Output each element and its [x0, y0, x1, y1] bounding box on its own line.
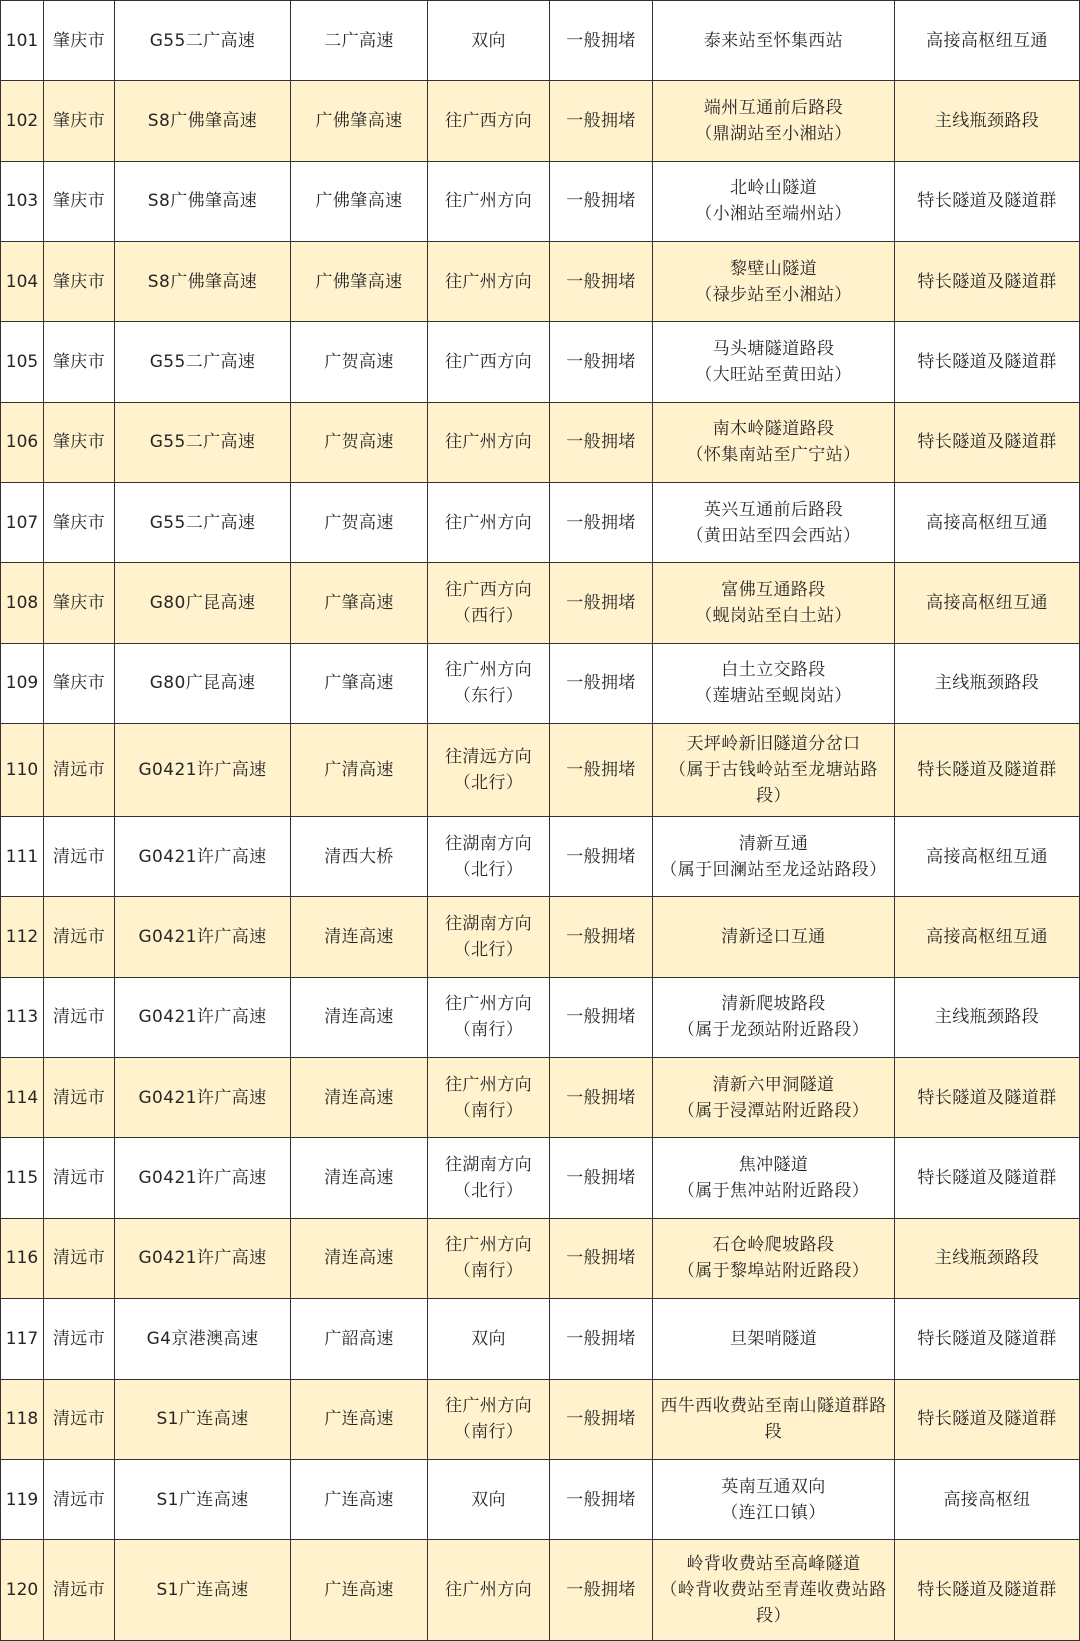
cell-location-line: （鼎湖站至小湘站）: [695, 124, 852, 145]
cell-category: 特长隧道及隧道群: [895, 1299, 1080, 1378]
cell-location-line: 西牛西收费站至南山隧道群路: [660, 1396, 887, 1417]
cell-road-section: 广清高速: [291, 724, 428, 816]
cell-route: G0421许广高速: [115, 1058, 291, 1137]
cell-location-line: 天坪岭新旧隧道分岔口: [686, 734, 861, 755]
cell-direction: [428, 403, 550, 482]
cell-location: [653, 897, 895, 976]
cell-congestion-level: 一般拥堵: [550, 563, 653, 642]
cell-location-line: （属于黎埠站附近路段）: [677, 1261, 870, 1282]
cell-category: 主线瓶颈路段: [895, 81, 1080, 160]
cell-direction-line: 双向: [471, 1489, 506, 1510]
cell-route: S1广连高速: [115, 1540, 291, 1640]
cell-location-line: 黎壁山隧道: [730, 258, 817, 279]
cell-location-line: 英兴互通前后路段: [703, 499, 844, 520]
cell-city: 清远市: [44, 1219, 115, 1298]
cell-road-section: 广肇高速: [291, 644, 428, 723]
cell-location: [653, 724, 895, 816]
cell-row-number: 111: [1, 817, 44, 896]
cell-location-line: 马头塘隧道路段: [712, 339, 835, 360]
cell-road-section: 清连高速: [291, 1058, 428, 1137]
cell-congestion-level: 一般拥堵: [550, 1299, 653, 1378]
cell-location-line: （连江口镇）: [721, 1502, 826, 1523]
cell-location-line: 端州互通前后路段: [703, 98, 844, 119]
table-row: [1, 644, 1080, 724]
cell-direction-line: （西行）: [453, 606, 524, 627]
cell-route: G55二广高速: [115, 1, 291, 80]
cell-direction-line: 往广西方向: [445, 111, 532, 132]
cell-city: 肇庆市: [44, 162, 115, 241]
cell-row-number: 101: [1, 1, 44, 80]
cell-direction-line: （南行）: [453, 1422, 524, 1443]
cell-city: 清远市: [44, 1299, 115, 1378]
cell-direction: [428, 563, 550, 642]
cell-category: 特长隧道及隧道群: [895, 724, 1080, 816]
cell-location: [653, 817, 895, 896]
cell-direction-line: 往广州方向: [445, 1074, 532, 1095]
cell-route: G55二广高速: [115, 322, 291, 401]
table-row: [1, 81, 1080, 161]
cell-location: [653, 1540, 895, 1640]
cell-location: [653, 644, 895, 723]
cell-direction-line: （北行）: [453, 940, 524, 961]
cell-city: 清远市: [44, 817, 115, 896]
cell-category: 高接高枢纽互通: [895, 483, 1080, 562]
cell-location-line: 段）: [756, 786, 791, 807]
cell-category: 高接高枢纽互通: [895, 1, 1080, 80]
table-row: [1, 1219, 1080, 1299]
cell-city: 清远市: [44, 978, 115, 1057]
cell-row-number: 102: [1, 81, 44, 160]
table-row: [1, 242, 1080, 322]
cell-direction-line: 往清远方向: [445, 747, 532, 768]
cell-location: [653, 81, 895, 160]
cell-route: G0421许广高速: [115, 978, 291, 1057]
cell-road-section: 清连高速: [291, 897, 428, 976]
cell-row-number: 106: [1, 403, 44, 482]
cell-direction: [428, 1299, 550, 1378]
cell-direction: [428, 897, 550, 976]
cell-direction: [428, 1138, 550, 1217]
cell-location-line: 石仓岭爬坡路段: [712, 1235, 835, 1256]
cell-category: 特长隧道及隧道群: [895, 403, 1080, 482]
cell-congestion-level: 一般拥堵: [550, 644, 653, 723]
cell-direction: [428, 817, 550, 896]
cell-location-line: （属于浸潭站附近路段）: [677, 1100, 870, 1121]
cell-location-line: （黄田站至四会西站）: [686, 525, 861, 546]
cell-city: 清远市: [44, 1058, 115, 1137]
cell-location-line: 富佛互通路段: [721, 580, 826, 601]
cell-direction-line: 双向: [471, 1328, 506, 1349]
cell-road-section: 清连高速: [291, 1219, 428, 1298]
cell-congestion-level: 一般拥堵: [550, 483, 653, 562]
cell-location: [653, 1299, 895, 1378]
cell-congestion-level: 一般拥堵: [550, 1, 653, 80]
cell-direction: [428, 1460, 550, 1539]
cell-location: [653, 242, 895, 321]
cell-congestion-level: 一般拥堵: [550, 1540, 653, 1640]
cell-direction-line: 双向: [471, 30, 506, 51]
cell-category: 特长隧道及隧道群: [895, 1138, 1080, 1217]
table-row: [1, 1, 1080, 81]
table-row: [1, 724, 1080, 817]
cell-direction-line: 往湖南方向: [445, 833, 532, 854]
cell-direction: [428, 978, 550, 1057]
cell-location-line: （蚬岗站至白土站）: [695, 606, 852, 627]
cell-location-line: 清新六甲洞隧道: [712, 1074, 835, 1095]
cell-congestion-level: 一般拥堵: [550, 322, 653, 401]
cell-location-line: （属于古钱岭站至龙塘站路: [669, 760, 878, 781]
cell-route: S8广佛肇高速: [115, 81, 291, 160]
cell-location-line: （岭背收费站至青莲收费站路: [660, 1580, 887, 1601]
cell-category: 高接高枢纽互通: [895, 817, 1080, 896]
cell-direction: [428, 1058, 550, 1137]
cell-congestion-level: 一般拥堵: [550, 724, 653, 816]
cell-row-number: 103: [1, 162, 44, 241]
cell-congestion-level: 一般拥堵: [550, 817, 653, 896]
cell-row-number: 119: [1, 1460, 44, 1539]
cell-city: 肇庆市: [44, 563, 115, 642]
cell-congestion-level: 一般拥堵: [550, 1380, 653, 1459]
cell-location-line: （莲塘站至蚬岗站）: [695, 686, 852, 707]
cell-direction: [428, 322, 550, 401]
cell-route: S8广佛肇高速: [115, 242, 291, 321]
cell-congestion-level: 一般拥堵: [550, 1219, 653, 1298]
cell-row-number: 114: [1, 1058, 44, 1137]
cell-city: 肇庆市: [44, 483, 115, 562]
cell-direction: [428, 162, 550, 241]
cell-row-number: 107: [1, 483, 44, 562]
cell-city: 清远市: [44, 897, 115, 976]
cell-city: 清远市: [44, 1540, 115, 1640]
cell-location-line: （属于焦冲站附近路段）: [677, 1181, 870, 1202]
cell-direction: [428, 242, 550, 321]
cell-category: 高接高枢纽: [895, 1460, 1080, 1539]
cell-city: 肇庆市: [44, 644, 115, 723]
cell-city: 清远市: [44, 724, 115, 816]
cell-category: 特长隧道及隧道群: [895, 1380, 1080, 1459]
cell-direction: [428, 1, 550, 80]
cell-direction-line: （南行）: [453, 1020, 524, 1041]
cell-location: [653, 1058, 895, 1137]
cell-direction-line: 往广州方向: [445, 660, 532, 681]
cell-direction-line: 往湖南方向: [445, 1155, 532, 1176]
cell-direction-line: （南行）: [453, 1100, 524, 1121]
cell-congestion-level: 一般拥堵: [550, 403, 653, 482]
cell-location-line: 焦冲隧道: [738, 1155, 809, 1176]
table-row: [1, 897, 1080, 977]
cell-direction-line: 往广州方向: [445, 994, 532, 1015]
cell-category: 高接高枢纽互通: [895, 897, 1080, 976]
cell-congestion-level: 一般拥堵: [550, 242, 653, 321]
cell-route: G55二广高速: [115, 483, 291, 562]
cell-category: 特长隧道及隧道群: [895, 322, 1080, 401]
cell-row-number: 117: [1, 1299, 44, 1378]
cell-category: 特长隧道及隧道群: [895, 242, 1080, 321]
cell-direction-line: 往广西方向: [445, 352, 532, 373]
table-row: [1, 403, 1080, 483]
cell-location-line: 北岭山隧道: [730, 178, 817, 199]
cell-city: 肇庆市: [44, 81, 115, 160]
cell-direction-line: 往广州方向: [445, 432, 532, 453]
cell-route: G80广昆高速: [115, 563, 291, 642]
cell-direction-line: 往湖南方向: [445, 914, 532, 935]
cell-route: G0421许广高速: [115, 1138, 291, 1217]
cell-route: G4京港澳高速: [115, 1299, 291, 1378]
cell-row-number: 104: [1, 242, 44, 321]
cell-location-line: 南木岭隧道路段: [712, 419, 835, 440]
table-row: [1, 322, 1080, 402]
cell-location: [653, 1460, 895, 1539]
cell-direction: [428, 1380, 550, 1459]
cell-row-number: 110: [1, 724, 44, 816]
cell-route: G0421许广高速: [115, 897, 291, 976]
cell-location: [653, 1219, 895, 1298]
cell-location-line: 泰来站至怀集西站: [703, 30, 844, 51]
cell-location-line: 段）: [756, 1606, 791, 1627]
cell-category: 主线瓶颈路段: [895, 644, 1080, 723]
cell-row-number: 116: [1, 1219, 44, 1298]
cell-direction: [428, 81, 550, 160]
cell-row-number: 118: [1, 1380, 44, 1459]
table-row: [1, 1380, 1080, 1460]
cell-category: 特长隧道及隧道群: [895, 1540, 1080, 1640]
cell-direction: [428, 483, 550, 562]
table-row: [1, 1058, 1080, 1138]
cell-category: 主线瓶颈路段: [895, 978, 1080, 1057]
cell-location-line: （小湘站至端州站）: [695, 204, 852, 225]
cell-direction-line: （北行）: [453, 859, 524, 880]
cell-direction-line: 往广州方向: [445, 1396, 532, 1417]
cell-congestion-level: 一般拥堵: [550, 897, 653, 976]
cell-congestion-level: 一般拥堵: [550, 1058, 653, 1137]
cell-location: [653, 978, 895, 1057]
cell-category: 特长隧道及隧道群: [895, 162, 1080, 241]
cell-route: G0421许广高速: [115, 724, 291, 816]
cell-category: 高接高枢纽互通: [895, 563, 1080, 642]
cell-row-number: 109: [1, 644, 44, 723]
cell-city: 肇庆市: [44, 403, 115, 482]
cell-location: [653, 483, 895, 562]
cell-road-section: 广贺高速: [291, 403, 428, 482]
cell-category: 主线瓶颈路段: [895, 1219, 1080, 1298]
cell-route: G0421许广高速: [115, 817, 291, 896]
cell-category: 特长隧道及隧道群: [895, 1058, 1080, 1137]
cell-location-line: （大旺站至黄田站）: [695, 365, 852, 386]
cell-city: 清远市: [44, 1460, 115, 1539]
cell-direction: [428, 1540, 550, 1640]
cell-road-section: 广肇高速: [291, 563, 428, 642]
cell-location-line: （禄步站至小湘站）: [695, 284, 852, 305]
cell-row-number: 112: [1, 897, 44, 976]
cell-location-line: （属于回澜站至龙迳站路段）: [660, 859, 887, 880]
table-row: [1, 1138, 1080, 1218]
cell-direction-line: 往广州方向: [445, 1580, 532, 1601]
cell-location-line: 清新爬坡路段: [721, 994, 826, 1015]
cell-road-section: 广佛肇高速: [291, 81, 428, 160]
cell-road-section: 二广高速: [291, 1, 428, 80]
cell-location: [653, 403, 895, 482]
cell-row-number: 120: [1, 1540, 44, 1640]
cell-location-line: 英南互通双向: [721, 1476, 826, 1497]
cell-road-section: 广贺高速: [291, 483, 428, 562]
cell-route: G55二广高速: [115, 403, 291, 482]
table-row: [1, 817, 1080, 897]
cell-route: S8广佛肇高速: [115, 162, 291, 241]
cell-row-number: 108: [1, 563, 44, 642]
cell-congestion-level: 一般拥堵: [550, 1460, 653, 1539]
table-row: [1, 483, 1080, 563]
cell-location-line: 白土立交路段: [721, 660, 826, 681]
cell-location-line: （怀集南站至广宁站）: [686, 445, 861, 466]
cell-congestion-level: 一般拥堵: [550, 1138, 653, 1217]
cell-location-line: 清新互通: [738, 833, 809, 854]
cell-location: [653, 1380, 895, 1459]
cell-city: 肇庆市: [44, 1, 115, 80]
cell-road-section: 清连高速: [291, 978, 428, 1057]
cell-row-number: 115: [1, 1138, 44, 1217]
cell-location: [653, 162, 895, 241]
cell-direction-line: （北行）: [453, 1181, 524, 1202]
cell-congestion-level: 一般拥堵: [550, 162, 653, 241]
cell-location: [653, 1, 895, 80]
cell-road-section: 广贺高速: [291, 322, 428, 401]
table-row: [1, 978, 1080, 1058]
cell-direction-line: （北行）: [453, 773, 524, 794]
cell-road-section: 广连高速: [291, 1540, 428, 1640]
cell-road-section: 广佛肇高速: [291, 162, 428, 241]
cell-road-section: 广连高速: [291, 1380, 428, 1459]
cell-route: S1广连高速: [115, 1380, 291, 1459]
cell-city: 清远市: [44, 1380, 115, 1459]
cell-location-line: （属于龙颈站附近路段）: [677, 1020, 870, 1041]
table-row: [1, 1540, 1080, 1641]
table-row: [1, 1299, 1080, 1379]
cell-location-line: 旦架哨隧道: [730, 1328, 817, 1349]
cell-location-line: 岭背收费站至高峰隧道: [686, 1554, 861, 1575]
cell-road-section: 广韶高速: [291, 1299, 428, 1378]
cell-direction: [428, 644, 550, 723]
table-row: [1, 1460, 1080, 1540]
cell-city: 清远市: [44, 1138, 115, 1217]
cell-route: G80广昆高速: [115, 644, 291, 723]
cell-route: S1广连高速: [115, 1460, 291, 1539]
cell-road-section: 清西大桥: [291, 817, 428, 896]
cell-road-section: 广佛肇高速: [291, 242, 428, 321]
cell-city: 肇庆市: [44, 322, 115, 401]
cell-location: [653, 1138, 895, 1217]
cell-direction-line: 往广州方向: [445, 191, 532, 212]
cell-direction: [428, 1219, 550, 1298]
cell-direction-line: 往广州方向: [445, 271, 532, 292]
cell-direction-line: （南行）: [453, 1261, 524, 1282]
cell-location: [653, 563, 895, 642]
cell-location: [653, 322, 895, 401]
table-row: [1, 563, 1080, 643]
cell-direction-line: （东行）: [453, 686, 524, 707]
cell-direction: [428, 724, 550, 816]
cell-direction-line: 往广州方向: [445, 512, 532, 533]
cell-row-number: 105: [1, 322, 44, 401]
cell-location-line: 段: [764, 1422, 783, 1443]
cell-direction-line: 往广西方向: [445, 580, 532, 601]
cell-road-section: 广连高速: [291, 1460, 428, 1539]
table-row: [1, 162, 1080, 242]
cell-city: 肇庆市: [44, 242, 115, 321]
cell-congestion-level: 一般拥堵: [550, 81, 653, 160]
cell-direction-line: 往广州方向: [445, 1235, 532, 1256]
cell-road-section: 清连高速: [291, 1138, 428, 1217]
cell-route: G0421许广高速: [115, 1219, 291, 1298]
cell-location-line: 清新迳口互通: [721, 927, 826, 948]
cell-congestion-level: 一般拥堵: [550, 978, 653, 1057]
cell-row-number: 113: [1, 978, 44, 1057]
